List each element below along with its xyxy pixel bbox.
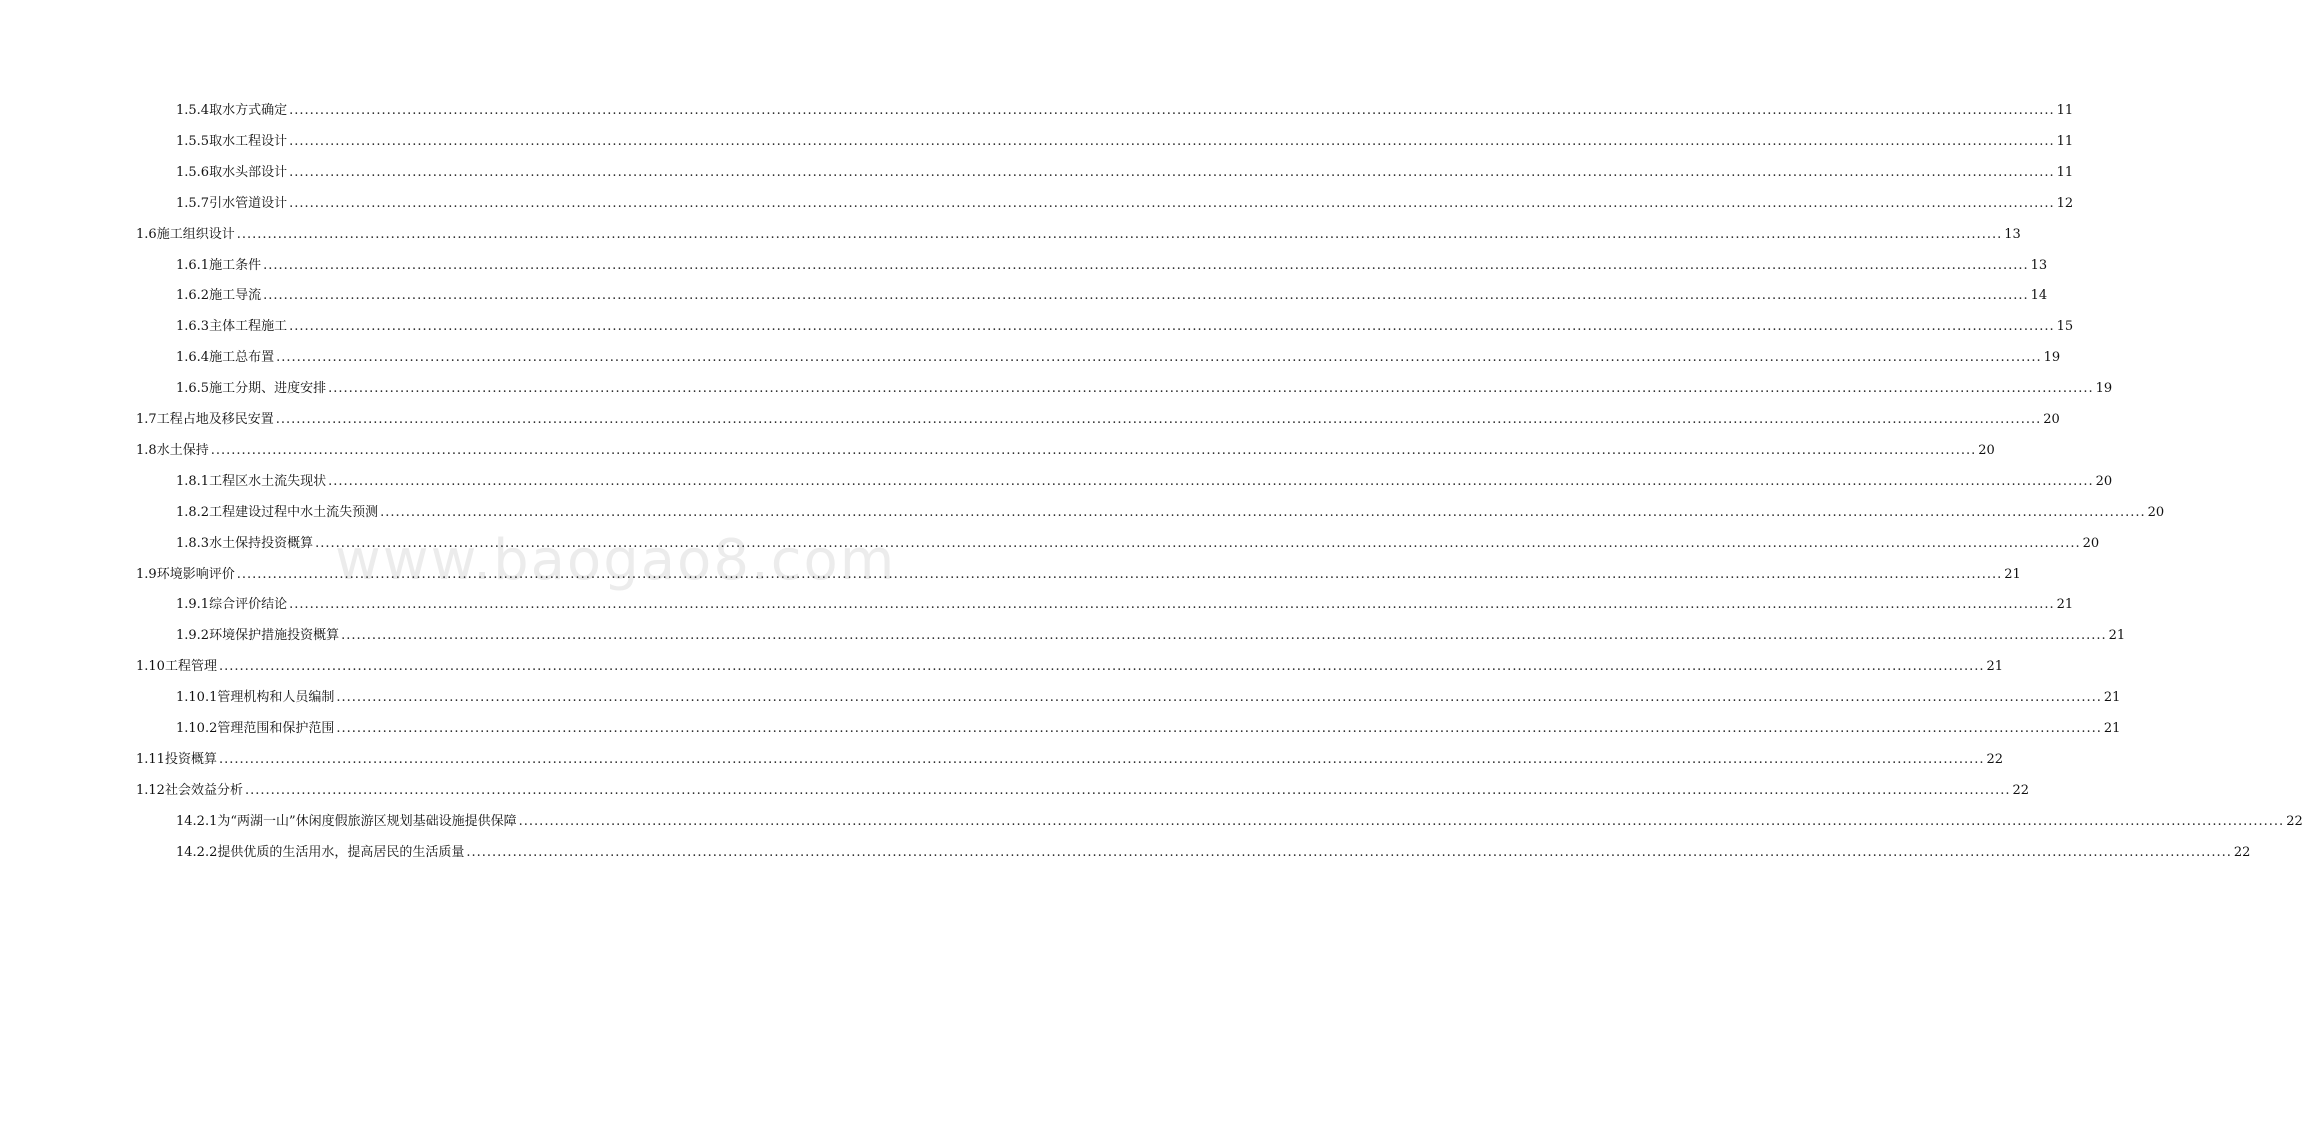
toc-entry-page: 21 bbox=[1986, 659, 2004, 674]
toc-entry-number: 14.2.2 bbox=[176, 845, 218, 860]
toc-entry-number: 1.5.7 bbox=[176, 196, 210, 211]
toc-entry-title: 主体工程施工 bbox=[209, 319, 288, 334]
toc-dot-leader bbox=[276, 412, 2042, 428]
toc-entry-page: 13 bbox=[2030, 258, 2048, 273]
toc-entry-title: 引水管道设计 bbox=[209, 196, 288, 211]
toc-entry-number: 1.8.1 bbox=[176, 474, 210, 489]
toc-entry-title: 管理范围和保护范围 bbox=[217, 721, 335, 736]
toc-dot-leader bbox=[466, 845, 2232, 861]
toc-dot-leader bbox=[336, 690, 2102, 706]
toc-entry-number: 1.8.3 bbox=[176, 536, 210, 551]
toc-entry-title: 工程区水土流失现状 bbox=[209, 474, 327, 489]
toc-dot-leader bbox=[289, 196, 2055, 212]
toc-dot-leader bbox=[289, 319, 2055, 335]
toc-entry-number: 1.6.2 bbox=[176, 288, 210, 303]
toc-dot-leader bbox=[263, 258, 2029, 274]
toc-dot-leader bbox=[219, 752, 1985, 768]
toc-entry[interactable] bbox=[176, 721, 2121, 737]
toc-entry-page: 11 bbox=[2056, 165, 2074, 180]
toc-entry-page: 22 bbox=[2012, 783, 2030, 798]
toc-entry[interactable] bbox=[176, 628, 2126, 644]
toc-entry[interactable] bbox=[176, 597, 2074, 613]
toc-dot-leader bbox=[237, 227, 2003, 243]
toc-dot-leader bbox=[315, 536, 2081, 552]
toc-entry[interactable] bbox=[176, 350, 2061, 366]
toc-entry-number: 1.10.2 bbox=[176, 721, 218, 736]
toc-entry-page: 20 bbox=[2095, 474, 2113, 489]
toc-dot-leader bbox=[289, 103, 2055, 119]
toc-entry-number: 1.8 bbox=[136, 443, 157, 458]
toc-entry-number: 1.12 bbox=[136, 783, 165, 798]
toc-entry-page: 21 bbox=[2056, 597, 2074, 612]
toc-entry-title: 提供优质的生活用水，提高居民的生活质量 bbox=[217, 845, 465, 860]
toc-entry-title: 管理机构和人员编制 bbox=[217, 690, 335, 705]
toc-entry-title: 取水工程设计 bbox=[209, 134, 288, 149]
toc-entry-title: 环境影响评价 bbox=[156, 567, 235, 582]
toc-entry-page: 20 bbox=[1978, 443, 1995, 458]
toc-entry[interactable] bbox=[136, 443, 1995, 459]
toc-entry[interactable] bbox=[176, 474, 2113, 490]
toc-entry-page: 13 bbox=[2004, 227, 2021, 242]
toc-entry-title: 工程建设过程中水土流失预测 bbox=[209, 505, 379, 520]
toc-entry[interactable] bbox=[176, 505, 2165, 521]
toc-entry-title: 环境保护措施投资概算 bbox=[209, 628, 340, 643]
toc-entry-number: 1.5.4 bbox=[176, 103, 210, 118]
toc-entry-page: 14 bbox=[2030, 288, 2048, 303]
toc-entry[interactable] bbox=[176, 845, 2251, 861]
toc-entry[interactable] bbox=[176, 814, 2303, 830]
toc-entry-page: 11 bbox=[2056, 134, 2074, 149]
toc-entry-title: 社会效益分析 bbox=[164, 783, 243, 798]
toc-entry-title: 水土保持投资概算 bbox=[209, 536, 314, 551]
toc-dot-leader bbox=[263, 288, 2029, 304]
toc-dot-leader bbox=[219, 659, 1985, 675]
toc-entry-page: 21 bbox=[2103, 721, 2121, 736]
toc-dot-leader bbox=[237, 567, 2003, 583]
toc-entry[interactable] bbox=[136, 752, 2004, 768]
toc-entry-title: 工程占地及移民安置 bbox=[156, 412, 274, 427]
toc-entry-page: 21 bbox=[2103, 690, 2121, 705]
toc-entry-title: 取水头部设计 bbox=[209, 165, 288, 180]
toc-entry-number: 1.6.3 bbox=[176, 319, 210, 334]
toc-entry[interactable] bbox=[176, 536, 2100, 552]
toc-entry-number: 1.10 bbox=[136, 659, 165, 674]
toc-entry-page: 20 bbox=[2043, 412, 2060, 427]
toc-entry-page: 20 bbox=[2147, 505, 2165, 520]
toc-entry-number: 1.6.1 bbox=[176, 258, 210, 273]
toc-dot-leader bbox=[519, 814, 2285, 830]
toc-entry[interactable] bbox=[136, 567, 2021, 583]
toc-dot-leader bbox=[276, 350, 2042, 366]
toc-entry-title: 为“两湖一山”休闲度假旅游区规划基础设施提供保障 bbox=[217, 814, 517, 829]
toc-entry-page: 15 bbox=[2056, 319, 2074, 334]
toc-entry-number: 1.8.2 bbox=[176, 505, 210, 520]
toc-entry-page: 12 bbox=[2056, 196, 2074, 211]
toc-entry-page: 21 bbox=[2004, 567, 2021, 582]
toc-entry-page: 19 bbox=[2043, 350, 2061, 365]
toc-entry-page: 11 bbox=[2056, 103, 2074, 118]
toc-entry[interactable] bbox=[176, 103, 2074, 119]
toc-entry[interactable] bbox=[176, 258, 2048, 274]
toc-entry-number: 1.5.5 bbox=[176, 134, 210, 149]
toc-entry[interactable] bbox=[176, 134, 2074, 150]
toc-entry-number: 1.6 bbox=[136, 227, 157, 242]
toc-entry-title: 施工分期、进度安排 bbox=[209, 381, 327, 396]
toc-entry-number: 1.5.6 bbox=[176, 165, 210, 180]
toc-entry-page: 22 bbox=[2233, 845, 2251, 860]
toc-entry[interactable] bbox=[176, 381, 2113, 397]
toc-dot-leader bbox=[341, 628, 2107, 644]
toc-entry-number: 1.9 bbox=[136, 567, 157, 582]
toc-dot-leader bbox=[289, 134, 2055, 150]
toc-dot-leader bbox=[245, 783, 2011, 799]
toc-entry-page: 21 bbox=[2108, 628, 2126, 643]
toc-entry[interactable] bbox=[176, 690, 2121, 706]
toc-entry-title: 工程管理 bbox=[164, 659, 217, 674]
toc-entry[interactable] bbox=[176, 319, 2074, 335]
toc-entry-title: 取水方式确定 bbox=[209, 103, 288, 118]
toc-entry[interactable] bbox=[136, 659, 2004, 675]
toc-entry[interactable] bbox=[176, 196, 2074, 212]
toc-entry[interactable] bbox=[136, 783, 2030, 799]
toc-entry-page: 22 bbox=[2286, 814, 2303, 829]
toc-entry-number: 1.7 bbox=[136, 412, 157, 427]
toc-entry-number: 1.11 bbox=[136, 752, 165, 767]
toc-entry-page: 22 bbox=[1986, 752, 2004, 767]
toc-entry-title: 施工总布置 bbox=[209, 350, 275, 365]
toc-entry-title: 投资概算 bbox=[164, 752, 217, 767]
toc-entry-number: 14.2.1 bbox=[176, 814, 218, 829]
toc-entry[interactable] bbox=[176, 165, 2074, 181]
toc-entry-number: 1.10.1 bbox=[176, 690, 218, 705]
toc-entry[interactable] bbox=[136, 412, 2060, 428]
toc-entry-title: 施工组织设计 bbox=[156, 227, 235, 242]
toc-dot-leader bbox=[211, 443, 1977, 459]
toc-entry-number: 1.6.4 bbox=[176, 350, 210, 365]
toc-dot-leader bbox=[380, 505, 2146, 521]
toc-dot-leader bbox=[289, 165, 2055, 181]
toc-entry-title: 施工条件 bbox=[209, 258, 262, 273]
toc-dot-leader bbox=[328, 474, 2094, 490]
toc-entry-title: 施工导流 bbox=[209, 288, 262, 303]
toc-dot-leader bbox=[336, 721, 2102, 737]
toc-dot-leader bbox=[289, 597, 2055, 613]
toc-entry[interactable] bbox=[136, 227, 2021, 243]
toc-entry-number: 1.9.1 bbox=[176, 597, 210, 612]
toc-entry[interactable] bbox=[176, 288, 2048, 304]
toc-entry-number: 1.9.2 bbox=[176, 628, 210, 643]
toc-entry-title: 水土保持 bbox=[156, 443, 209, 458]
toc-entry-page: 20 bbox=[2082, 536, 2100, 551]
toc-dot-leader bbox=[328, 381, 2094, 397]
toc-entry-page: 19 bbox=[2095, 381, 2113, 396]
toc-entry-number: 1.6.5 bbox=[176, 381, 210, 396]
toc-entry-title: 综合评价结论 bbox=[209, 597, 288, 612]
watermark-text: www.baogao8.com bbox=[335, 528, 897, 593]
